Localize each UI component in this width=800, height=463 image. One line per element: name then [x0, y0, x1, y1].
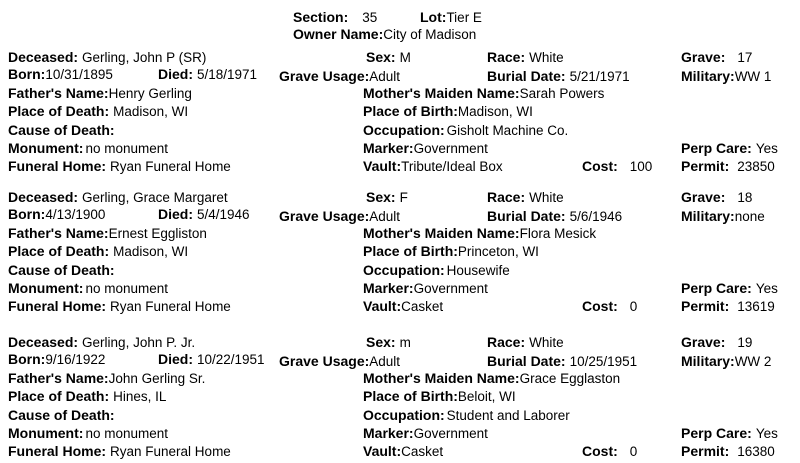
record-2-sex-label: Sex: — [366, 189, 396, 205]
record-1-deceased-value: Gerling, John P (SR) — [82, 50, 207, 65]
record-2-cost-label: Cost: — [582, 298, 618, 314]
record-1-sex — [366, 49, 411, 66]
record-2-deceased — [8, 189, 228, 206]
section-field-value: 35 — [362, 10, 378, 25]
record-2-vault-value: Casket — [401, 299, 444, 314]
record-1-funeral-home — [8, 158, 231, 175]
record-1-fathers-name-label: Father's Name: — [8, 85, 109, 101]
record-2-place-of-birth-value: Princeton, WI — [457, 244, 539, 259]
record-3-fathers-name — [8, 370, 205, 387]
record-3-funeral-home — [8, 443, 231, 460]
record-1-cost-label: Cost: — [582, 158, 618, 174]
record-2-fathers-name — [8, 225, 207, 242]
record-2-military — [681, 208, 765, 225]
record-3-mothers-maiden-name — [363, 370, 620, 387]
record-3-grave-label: Grave: — [681, 334, 726, 350]
record-1-burial-date — [487, 68, 630, 85]
record-1-fathers-name — [8, 85, 192, 102]
record-1-marker-value: Government — [413, 141, 488, 156]
record-2-funeral-home-value: Ryan Funeral Home — [110, 299, 231, 314]
record-3-race-value: White — [529, 335, 564, 350]
record-1-place-of-death — [8, 103, 188, 120]
record-2-race — [487, 189, 564, 206]
record-3-grave-usage-value: Adult — [369, 354, 401, 369]
record-3-permit-label: Permit: — [681, 443, 730, 459]
record-1-grave-label: Grave: — [681, 49, 726, 65]
owner-name-field — [293, 26, 476, 43]
record-2-place-of-death-value: Madison, WI — [113, 244, 189, 259]
record-1-deceased-label: Deceased: — [8, 49, 79, 65]
record-3-place-of-birth-label: Place of Birth: — [363, 388, 458, 404]
record-2-perp-care — [681, 280, 778, 297]
record-3-died-label: Died: — [158, 351, 193, 367]
record-1-funeral-home-label: Funeral Home: — [8, 158, 107, 174]
record-3-place-of-death-label: Place of Death: — [8, 388, 110, 404]
record-2-grave-value: 18 — [737, 190, 753, 205]
record-3-race — [487, 334, 564, 351]
record-3-marker-label: Marker: — [363, 425, 414, 441]
record-3-cost-value: 0 — [629, 444, 638, 459]
record-3-vault-label: Vault: — [363, 443, 402, 459]
record-1-marker — [363, 140, 488, 157]
record-1-vault-label: Vault: — [363, 158, 402, 174]
record-2-monument — [8, 280, 168, 297]
record-2-occupation — [363, 262, 510, 279]
record-2-funeral-home-label: Funeral Home: — [8, 298, 107, 314]
record-1-place-of-death-label: Place of Death: — [8, 103, 110, 119]
record-1-born-label: Born: — [8, 66, 46, 82]
record-3-born-label: Born: — [8, 351, 46, 367]
record-3-cost — [582, 443, 637, 460]
record-1-burial-date-value: 5/21/1971 — [569, 69, 630, 84]
record-1-permit-value: 23850 — [737, 159, 775, 174]
record-3-perp-care-value: Yes — [755, 426, 778, 441]
record-1-sex-label: Sex: — [366, 49, 396, 65]
record-1-died — [158, 66, 257, 83]
record-2-born-value: 4/13/1900 — [45, 207, 106, 222]
record-3-sex-label: Sex: — [366, 334, 396, 350]
record-2-mothers-maiden-name-value: Flora Mesick — [519, 226, 597, 241]
record-3-occupation-label: Occupation: — [363, 407, 445, 423]
record-2-permit-value: 13619 — [737, 299, 775, 314]
record-2-vault-label: Vault: — [363, 298, 402, 314]
record-3-mothers-maiden-name-label: Mother's Maiden Name: — [363, 370, 520, 386]
record-1-cost — [582, 158, 652, 175]
record-2-born-label: Born: — [8, 206, 46, 222]
record-2-place-of-birth-label: Place of Birth: — [363, 243, 458, 259]
record-3-monument-label: Monument: — [8, 425, 84, 441]
record-3-cause-of-death-label: Cause of Death: — [8, 407, 115, 423]
record-2-perp-care-value: Yes — [755, 281, 778, 296]
record-1-place-of-birth-label: Place of Birth: — [363, 103, 458, 119]
record-1-grave-usage — [279, 68, 400, 85]
record-2-permit-label: Permit: — [681, 298, 730, 314]
record-2-born — [8, 206, 105, 223]
record-1-monument-label: Monument: — [8, 140, 84, 156]
record-3-born — [8, 351, 105, 368]
record-3-sex — [366, 334, 411, 351]
record-1-military-value: WW 1 — [734, 69, 772, 84]
section-field — [293, 9, 377, 26]
record-1-place-of-birth — [363, 103, 533, 120]
record-3-place-of-birth-value: Beloit, WI — [457, 389, 516, 404]
owner-name-field-value: City of Madison — [383, 27, 477, 42]
record-3-military-value: WW 2 — [734, 354, 772, 369]
record-1-cause-of-death — [8, 122, 115, 139]
record-1-vault-value: Tribute/Ideal Box — [401, 159, 503, 174]
record-1-born-value: 10/31/1895 — [45, 67, 113, 82]
record-2-place-of-death-label: Place of Death: — [8, 243, 110, 259]
record-2-place-of-birth — [363, 243, 539, 260]
record-1-place-of-birth-value: Madison, WI — [457, 104, 533, 119]
record-3-race-label: Race: — [487, 334, 526, 350]
record-1-occupation-value: Gisholt Machine Co. — [446, 123, 569, 138]
record-3-fathers-name-value: John Gerling Sr. — [108, 371, 206, 386]
record-1-vault — [363, 158, 503, 175]
record-3-burial-date-value: 10/25/1951 — [569, 354, 638, 369]
record-1-occupation-label: Occupation: — [363, 122, 445, 138]
record-1-marker-label: Marker: — [363, 140, 414, 156]
record-2-burial-date-value: 5/6/1946 — [569, 209, 623, 224]
record-1-occupation — [363, 122, 568, 139]
record-3-place-of-birth — [363, 388, 516, 405]
record-1-grave — [681, 49, 752, 66]
record-3-deceased-value: Gerling, John P. Jr. — [82, 335, 196, 350]
record-2-grave-usage-value: Adult — [369, 209, 401, 224]
record-2-military-value: none — [734, 209, 765, 224]
record-3-occupation — [363, 407, 570, 424]
record-2-mothers-maiden-name-label: Mother's Maiden Name: — [363, 225, 520, 241]
record-2-fathers-name-value: Ernest Eggliston — [108, 226, 207, 241]
record-3-military — [681, 353, 771, 370]
record-3-place-of-death — [8, 388, 166, 405]
record-1-cost-value: 100 — [629, 159, 653, 174]
record-1-sex-value: M — [399, 50, 411, 65]
record-3-born-value: 9/16/1922 — [45, 352, 106, 367]
record-2-deceased-label: Deceased: — [8, 189, 79, 205]
record-1-funeral-home-value: Ryan Funeral Home — [110, 159, 231, 174]
record-3-grave-usage-label: Grave Usage: — [279, 353, 370, 369]
record-3-grave — [681, 334, 752, 351]
record-2-monument-label: Monument: — [8, 280, 84, 296]
record-2-died — [158, 206, 250, 223]
lot-field-value: Tier E — [446, 10, 482, 25]
record-3-vault-value: Casket — [401, 444, 444, 459]
record-2-military-label: Military: — [681, 208, 735, 224]
record-3-monument-value: no monument — [85, 426, 168, 441]
record-2-cause-of-death-label: Cause of Death: — [8, 262, 115, 278]
record-2-occupation-value: Housewife — [446, 263, 510, 278]
record-3-mothers-maiden-name-value: Grace Egglaston — [519, 371, 621, 386]
record-2-marker-value: Government — [413, 281, 488, 296]
record-2-cost-value: 0 — [629, 299, 638, 314]
record-2-funeral-home — [8, 298, 231, 315]
record-1-grave-usage-value: Adult — [369, 69, 401, 84]
record-1-cause-of-death-label: Cause of Death: — [8, 122, 115, 138]
record-2-burial-date-label: Burial Date: — [487, 208, 566, 224]
record-1-monument-value: no monument — [85, 141, 168, 156]
record-3-permit — [681, 443, 775, 460]
record-2-perp-care-label: Perp Care: — [681, 280, 752, 296]
record-1-mothers-maiden-name-label: Mother's Maiden Name: — [363, 85, 520, 101]
record-1-burial-date-label: Burial Date: — [487, 68, 566, 84]
record-3-monument — [8, 425, 168, 442]
record-1-mothers-maiden-name — [363, 85, 604, 102]
record-3-died — [158, 351, 265, 368]
record-3-burial-date — [487, 353, 637, 370]
record-3-perp-care — [681, 425, 778, 442]
record-3-died-value: 10/22/1951 — [197, 352, 265, 367]
record-1-perp-care — [681, 140, 778, 157]
lot-field — [420, 9, 482, 26]
record-3-perp-care-label: Perp Care: — [681, 425, 752, 441]
record-2-marker — [363, 280, 488, 297]
record-2-cost — [582, 298, 637, 315]
record-2-grave-usage-label: Grave Usage: — [279, 208, 370, 224]
record-1-fathers-name-value: Henry Gerling — [108, 86, 192, 101]
record-2-sex — [366, 189, 408, 206]
record-1-permit-label: Permit: — [681, 158, 730, 174]
record-1-military — [681, 68, 771, 85]
record-3-deceased — [8, 334, 195, 351]
record-1-race-value: White — [529, 50, 564, 65]
record-3-fathers-name-label: Father's Name: — [8, 370, 109, 386]
record-1-race — [487, 49, 564, 66]
record-2-place-of-death — [8, 243, 188, 260]
record-3-cost-label: Cost: — [582, 443, 618, 459]
record-1-mothers-maiden-name-value: Sarah Powers — [519, 86, 605, 101]
record-3-funeral-home-value: Ryan Funeral Home — [110, 444, 231, 459]
record-3-permit-value: 16380 — [737, 444, 775, 459]
record-1-born — [8, 66, 113, 83]
record-2-died-value: 5/4/1946 — [197, 207, 250, 222]
record-2-burial-date — [487, 208, 622, 225]
record-2-grave-usage — [279, 208, 400, 225]
record-2-occupation-label: Occupation: — [363, 262, 445, 278]
record-3-vault — [363, 443, 443, 460]
record-3-burial-date-label: Burial Date: — [487, 353, 566, 369]
record-3-occupation-value: Student and Laborer — [446, 408, 570, 423]
record-3-funeral-home-label: Funeral Home: — [8, 443, 107, 459]
record-2-marker-label: Marker: — [363, 280, 414, 296]
record-2-permit — [681, 298, 775, 315]
record-2-monument-value: no monument — [85, 281, 168, 296]
section-field-label: Section: — [293, 9, 349, 25]
record-2-cause-of-death — [8, 262, 115, 279]
record-3-sex-value: m — [399, 335, 411, 350]
record-2-grave — [681, 189, 752, 206]
record-2-died-label: Died: — [158, 206, 193, 222]
record-2-vault — [363, 298, 443, 315]
record-3-place-of-death-value: Hines, IL — [113, 389, 167, 404]
record-1-perp-care-value: Yes — [755, 141, 778, 156]
record-3-deceased-label: Deceased: — [8, 334, 79, 350]
record-1-perp-care-label: Perp Care: — [681, 140, 752, 156]
record-1-race-label: Race: — [487, 49, 526, 65]
record-3-marker-value: Government — [413, 426, 488, 441]
record-1-deceased — [8, 49, 206, 66]
owner-name-field-label: Owner Name: — [293, 26, 384, 42]
record-1-grave-value: 17 — [737, 50, 753, 65]
record-1-military-label: Military: — [681, 68, 735, 84]
record-2-race-label: Race: — [487, 189, 526, 205]
record-3-grave-value: 19 — [737, 335, 753, 350]
record-1-monument — [8, 140, 168, 157]
record-3-military-label: Military: — [681, 353, 735, 369]
record-3-grave-usage — [279, 353, 400, 370]
record-2-race-value: White — [529, 190, 564, 205]
record-1-place-of-death-value: Madison, WI — [113, 104, 189, 119]
record-3-marker — [363, 425, 488, 442]
record-1-permit — [681, 158, 775, 175]
lot-field-label: Lot: — [420, 9, 447, 25]
record-3-cause-of-death — [8, 407, 115, 424]
record-2-deceased-value: Gerling, Grace Margaret — [82, 190, 228, 205]
record-2-fathers-name-label: Father's Name: — [8, 225, 109, 241]
record-2-mothers-maiden-name — [363, 225, 596, 242]
record-2-sex-value: F — [399, 190, 408, 205]
record-1-grave-usage-label: Grave Usage: — [279, 68, 370, 84]
record-2-grave-label: Grave: — [681, 189, 726, 205]
record-1-died-label: Died: — [158, 66, 193, 82]
record-1-died-value: 5/18/1971 — [197, 67, 258, 82]
